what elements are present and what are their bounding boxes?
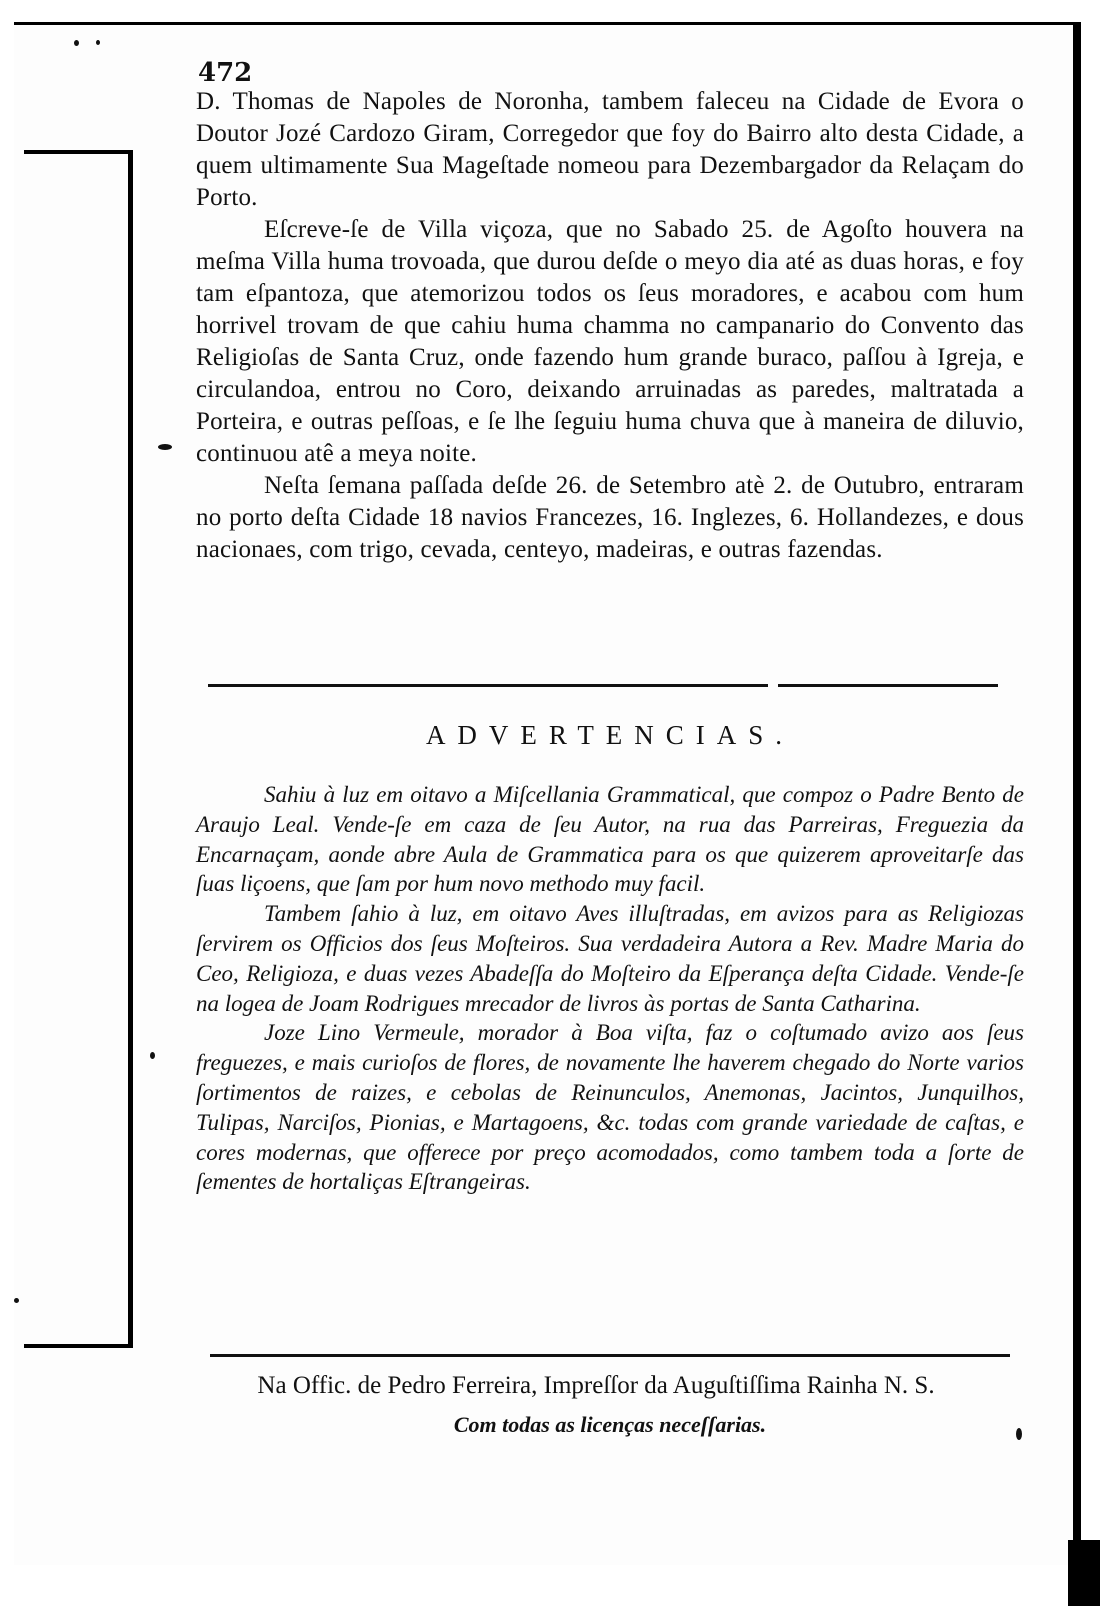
scan-speck	[74, 40, 79, 46]
section-divider	[778, 684, 998, 687]
news-paragraph: Neſta ſemana paſſada deſde 26. de Setembro atè 2. de Outubro, entraram no porto deſta Cidade 18 navios Francezes, 16. Inglezes, 6. Hollandezes, e dous nacionaes, com trigo, cevada, centeyo, madeiras, e outras fazendas.	[196, 472, 1024, 563]
news-paragraph: Eſcreve-ſe de Villa viçoza, que no Sabado 25. de Agoſto houvera na meſma Villa huma trovoada, que durou deſde o meyo dia até as duas horas, e foy tam eſpantoza, que atemorizou todos os ſeus moradores, e acabou com hum horrivel trovam de que cahiu huma chamma no campanario do Convento das Religioſas de Santa Cruz, onde fazendo hum grande buraco, paſſou à Igreja, e circulandoa, entrou no Coro, deixando arruinadas as paredes, maltratada a Porteira, e outras peſſoas, e ſe lhe ſeguiu huma chuva que à maneira de diluvio, continuou atê a meya noite.	[196, 216, 1024, 467]
footer-divider	[210, 1354, 1010, 1357]
scan-speck	[14, 1298, 19, 1303]
notices-section	[196, 780, 1024, 1197]
notice-paragraph: Sahiu à luz em oitavo a Miſcellania Grammatical, que compoz o Padre Bento de Araujo Leal. Vende-ſe em caza de ſeu Autor, na rua das Parreiras, Freguezia da Encarnaçam, aonde abre Aula de Grammatica para os que quizerem aproveitarſe das ſuas liçoens, que ſam por hum novo methodo muy facil.	[196, 782, 1024, 897]
binding-margin-frame	[24, 150, 133, 1348]
scan-speck	[96, 40, 100, 45]
notice-paragraph: Joze Lino Vermeule, morador à Boa viſta, faz o coſtumado avizo aos ſeus freguezes, e mais curioſos de flores, de novamente lhe haverem chegado do Norte varios ſortimentos de raizes, e cebolas de Reinunculos, Anemonas, Jacintos, Junquilhos, Tulipas, Narciſos, Pionias, e Martagoens, &c. todas com grande variedade de caſtas, e cores modernas, que offerece por preço acomodados, como tambem toda a ſorte de ſementes de hortaliças Eſtrangeiras.	[196, 1020, 1024, 1195]
notices-heading: ADVERTENCIAS.	[425, 720, 795, 750]
license-line: Com todas as licenças neceſſarias.	[453, 1412, 767, 1437]
news-paragraph: D. Thomas de Napoles de Noronha, tambem faleceu na Cidade de Evora o Doutor Jozé Cardozo Giram, Corregedor que foy do Bairro alto desta Cidade, a quem ultimamente Sua Mageſtade nomeou para Dezembargador da Relaçam do Porto.	[196, 88, 1024, 211]
scan-edge-bottom	[1068, 1540, 1100, 1606]
scan-speck	[158, 444, 172, 450]
scan-speck	[1016, 1428, 1022, 1440]
section-divider	[208, 684, 768, 687]
scan-speck	[150, 1052, 155, 1059]
page-number: 472	[198, 58, 253, 88]
notice-paragraph: Tambem ſahio à luz, em oitavo Aves illuſtradas, em avizos para as Religiozas ſervirem os Officios dos ſeus Moſteiros. Sua verdadeira Autora a Rev. Madre Maria do Ceo, Religioza, e duas vezes Abadeſſa do Moſteiro da Eſperança deſta Cidade. Vende-ſe na logea de Joam Rodrigues mrecador de livros às portas de Santa Catharina.	[196, 901, 1024, 1016]
scan-edge-right	[1073, 22, 1081, 1562]
news-section	[196, 86, 1024, 566]
printer-imprint: Na Offic. de Pedro Ferreira, Impreſſor da Auguſtiſſima Rainha N. S.	[257, 1372, 935, 1399]
